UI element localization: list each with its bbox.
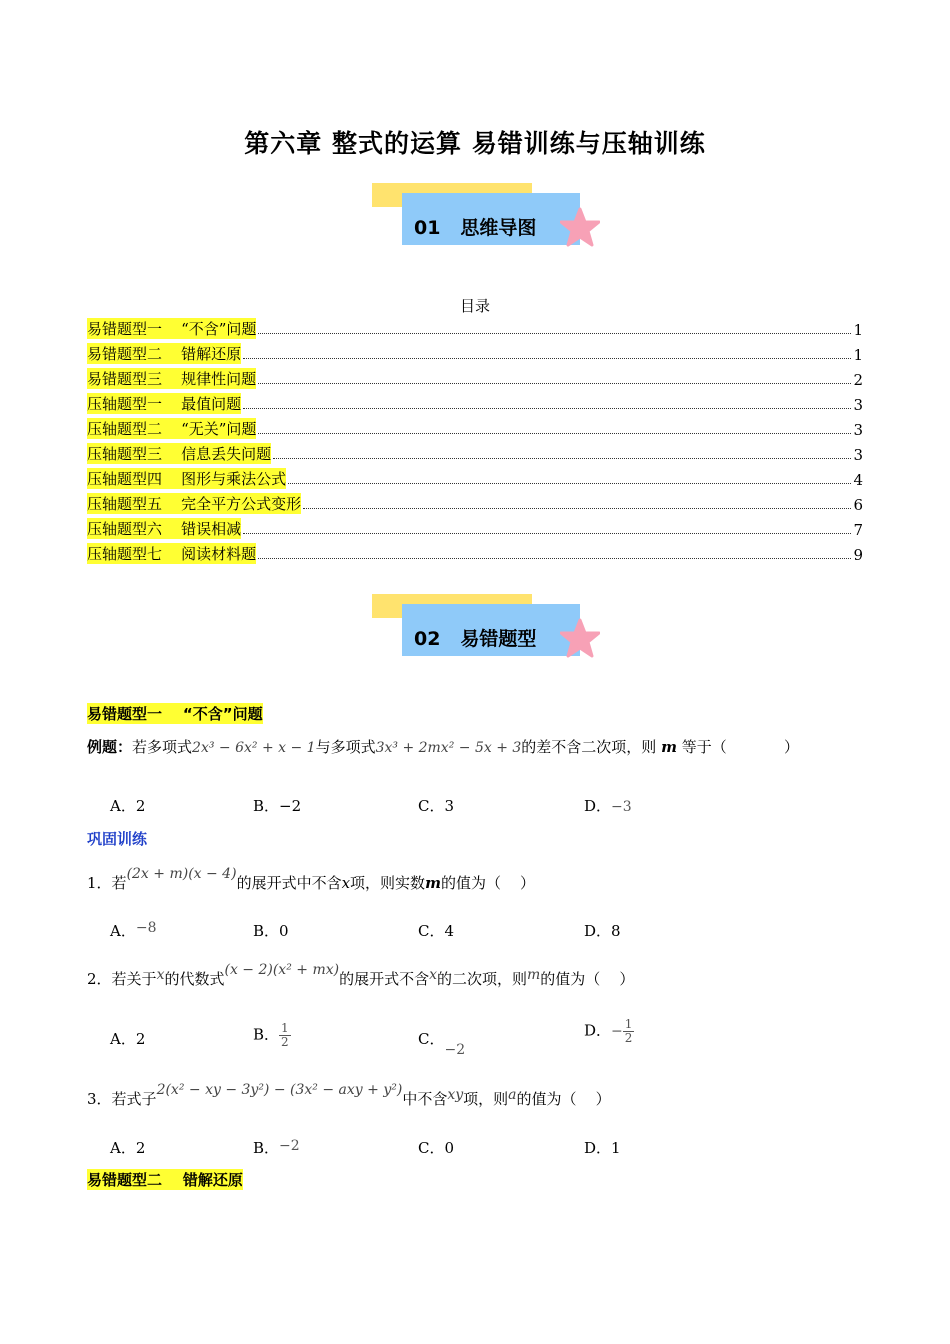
fraction [279,1022,291,1049]
math-variable: m [527,967,541,983]
toc-item[interactable] [87,417,863,439]
option-a[interactable] [110,795,145,816]
option-value: 0 [444,1139,455,1157]
option-label: D． [584,1021,612,1040]
option-value: −2 [279,1138,300,1154]
question-text: 若式子 [111,1090,157,1108]
toc-item-page: 2 [853,371,863,389]
banner-text [414,624,584,651]
option-value: 3 [444,797,455,815]
question-text: 若多项式 [132,738,193,756]
option-c[interactable] [418,795,454,816]
toc-item-page: 9 [853,546,863,564]
toc-leader-dots [243,358,851,359]
consolidation-label: 巩固训练 [87,830,148,848]
option-label: A． [110,1030,136,1048]
toc-leader-dots [303,508,851,509]
option-value: −2 [279,797,302,815]
question-number: 2． [87,970,112,988]
question-text: 的代数式 [164,970,225,988]
toc-leader-dots [288,483,851,484]
toc-item-page: 4 [853,471,863,489]
example-question [87,736,799,757]
option-label: C． [418,1030,445,1048]
option-c[interactable] [418,920,454,941]
option-label: B． [253,922,280,940]
toc-item[interactable] [87,367,863,389]
fraction-numerator: 1 [624,1017,633,1031]
option-label: B． [253,797,280,815]
toc-item-page: 6 [853,496,863,514]
option-value: 1 [611,1139,621,1157]
toc-item[interactable] [87,542,863,564]
option-value: 2 [135,797,146,815]
option-value: −8 [135,920,157,936]
math-expression: 2(x² − xy − 3y²) − (3x² − axy + y²) [156,1082,403,1098]
math-variable: m [661,738,677,756]
option-value: −2 [444,1042,466,1058]
banner-number: 02 [414,628,441,650]
question-number: 1． [87,874,112,892]
toc-leader-dots [243,533,851,534]
toc-item[interactable] [87,442,863,464]
toc-item-page: 1 [853,346,863,364]
question-text: 的差不含二次项，则 [521,738,662,756]
section-banner-error-types [370,594,610,674]
question-1 [87,866,536,893]
question-text: 的展开式中不含 [236,874,342,892]
fraction-sign: − [611,1023,623,1040]
toc-item-label: 压轴题型三 信息丢失问题 [87,445,272,463]
toc-item[interactable] [87,317,863,339]
question-2 [87,962,635,989]
option-a[interactable] [110,1028,145,1049]
option-b[interactable] [253,1137,300,1158]
toc-item-page: 7 [853,521,863,539]
toc-item-label: 压轴题型五 完全平方公式变形 [87,495,302,513]
banner-label: 思维导图 [460,217,537,239]
question-text: 的值为（ ） [540,970,635,988]
option-label: C． [418,1139,445,1157]
question-text: 若 [111,874,127,892]
question-text: 的展开式不含 [339,970,430,988]
toc-leader-dots [258,333,851,334]
math-expression: 2x³ − 6x² + x − 1 [192,740,316,756]
toc-item-label: 压轴题型四 图形与乘法公式 [87,470,287,488]
toc-item-page: 3 [853,446,863,464]
math-expression: (2x + m)(x − 4) [126,866,237,882]
question-text: 项，则实数 [350,874,426,892]
math-variable: x [429,967,437,983]
toc-item-label: 易错题型三 规律性问题 [87,370,257,388]
option-d[interactable] [584,795,632,816]
option-label: A． [110,1139,136,1157]
question-text: 中不含 [402,1090,448,1108]
option-d[interactable] [584,1137,621,1158]
math-expression: 3x³ + 2mx² − 5x + 3 [375,740,522,756]
star-icon [560,618,600,658]
section-heading: 易错题型一 “不含”问题 [87,705,263,723]
math-variable: x [156,967,165,983]
question-3 [87,1082,611,1109]
option-value: 8 [611,922,621,940]
question-number: 3． [87,1090,112,1108]
option-label: A． [110,922,136,940]
question-text: 与多项式 [315,738,376,756]
option-value: 2 [135,1030,146,1048]
toc-item[interactable] [87,342,863,364]
question-text: 的值为（ ） [516,1090,611,1108]
toc-leader-dots [273,458,851,459]
toc-item-page: 1 [853,321,863,339]
example-label: 例题： [87,738,133,756]
banner-label: 易错题型 [460,628,537,650]
option-value: 4 [444,922,455,940]
toc-item-label: 压轴题型七 阅读材料题 [87,545,257,563]
option-label: A． [110,797,136,815]
option-c[interactable] [418,1028,466,1058]
question-text: 若关于 [111,970,157,988]
option-d[interactable] [584,1018,634,1045]
toc-item-page: 3 [853,421,863,439]
toc-item[interactable] [87,392,863,414]
fraction [623,1018,635,1045]
toc-item-label: 压轴题型六 错误相减 [87,520,242,538]
toc-item-label: 易错题型一 “不含”问题 [87,320,257,338]
option-b[interactable] [253,920,289,941]
toc-item-label: 易错题型二 错解还原 [87,345,242,363]
math-variable: m [425,874,441,892]
toc-item-label: 压轴题型一 最值问题 [87,395,242,413]
fraction-numerator: 1 [281,1021,289,1035]
section-heading: 易错题型二 错解还原 [87,1171,243,1189]
question-text: 的值为（ ） [440,874,536,892]
toc-leader-dots [258,433,851,434]
option-label: B． [253,1139,280,1157]
option-label: B． [253,1025,280,1044]
banner-number: 01 [414,217,441,239]
option-value: 0 [279,922,289,940]
document-title: 第六章 整式的运算 易错训练与压轴训练 [244,129,706,158]
banner-text [414,213,584,240]
toc-item[interactable] [87,517,863,539]
toc-item[interactable] [87,492,863,514]
math-variable: x [341,874,351,892]
toc-leader-dots [258,558,851,559]
toc-leader-dots [258,383,851,384]
toc-leader-dots [243,408,851,409]
fraction-denominator: 2 [281,1035,289,1049]
option-label: C． [418,922,445,940]
toc-item[interactable] [87,467,863,489]
option-a[interactable] [110,1137,145,1158]
option-value: −3 [611,799,632,815]
option-c[interactable] [418,1137,454,1158]
toc-heading: 目录 [459,297,490,315]
option-value: 2 [135,1139,146,1157]
option-label: D． [584,1139,612,1157]
section-banner-mind-map [370,183,610,263]
math-variable: a [508,1087,517,1103]
toc-item-label: 压轴题型二 “无关”问题 [87,420,257,438]
toc-item-page: 3 [853,396,863,414]
question-text: 的二次项，则 [437,970,528,988]
question-text: 项，则 [463,1090,509,1108]
option-a[interactable] [110,920,156,941]
option-label: D． [584,922,612,940]
fraction-denominator: 2 [624,1031,633,1045]
option-label: D． [584,797,612,815]
option-b[interactable] [253,1022,291,1049]
question-text: 等于（ ） [676,738,799,756]
option-d[interactable] [584,920,621,941]
math-variable: xy [447,1087,464,1103]
star-icon [560,207,600,247]
option-label: C． [418,797,445,815]
math-expression: (x − 2)(x² + mx) [224,962,340,978]
option-b[interactable] [253,795,301,816]
